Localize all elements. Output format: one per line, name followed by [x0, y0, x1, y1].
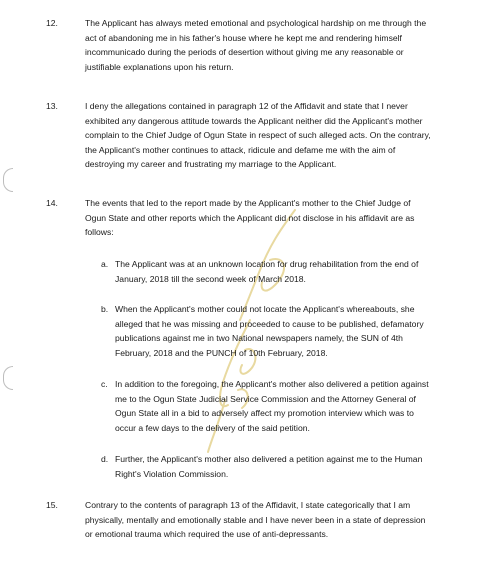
text-line: publications against me in two National newspapers namely, the SUN of 4th: [115, 333, 403, 344]
punch-hole-mark: [3, 168, 13, 192]
text-line: follows:: [85, 227, 114, 238]
subitem-text: [115, 302, 461, 360]
paragraph-text: [85, 99, 461, 172]
text-line: occur a few days to the delivery of the said petition.: [115, 422, 310, 433]
text-line: The events that led to the report made by the Applicant's mother to the Chief Judge of: [85, 198, 411, 208]
subitem-letter: a.: [101, 259, 109, 269]
text-line: act of abandoning me in his father's house where he kept me and rendering himself: [85, 32, 402, 43]
text-line: Ogun State and other reports which the Applicant did not disclose in his affidavit are as: [85, 212, 415, 223]
paragraph-number: 14.: [46, 198, 58, 208]
subitem-text: [115, 257, 461, 286]
text-line: Contrary to the contents of paragraph 13 of the Affidavit, I state categorically that I am: [85, 500, 411, 510]
paragraph-number: 12.: [46, 18, 58, 28]
text-line: me to the Ogun State Judicial Service Commission and the Attorney General of: [115, 393, 416, 404]
text-line: justifiable explanations upon his return.: [85, 61, 234, 72]
text-line: The Applicant was at an unknown location for drug rehabilitation from the end of: [115, 259, 419, 269]
text-line: February, 2018 and the PUNCH of 10th February, 2018.: [115, 347, 328, 358]
paragraph-number: 15.: [46, 500, 58, 510]
text-line: destroying my career and frustrating my marriage to the Applicant.: [85, 159, 337, 170]
subitem-text: [115, 452, 461, 481]
paragraph-number: 13.: [46, 101, 58, 111]
text-line: the Applicant's mother continues to attack, ridicule and defame me with the aim of: [85, 144, 396, 155]
paragraph-text: [85, 16, 461, 74]
punch-hole-mark: [3, 366, 13, 390]
text-line: In addition to the foregoing, the Applicant's mother also delivered a petition against: [115, 379, 429, 389]
text-line: When the Applicant's mother could not locate the Applicant's whereabouts, she: [115, 304, 415, 314]
text-line: physically, mentally and emotionally stable and I have never been in a state of depression: [85, 514, 426, 525]
text-line: exhibited any dangerous attitude towards the Applicant neither did the Applicant's mother: [85, 115, 423, 126]
text-line: The Applicant has always meted emotional and psychological hardship on me through the: [85, 18, 427, 28]
paragraph-text: [85, 498, 461, 542]
text-line: complain to the Chief Judge of Ogun State in respect of such alleged acts. On the contrary,: [85, 130, 431, 141]
paragraph-text: [85, 196, 461, 240]
subitem-letter: d.: [101, 454, 109, 464]
text-line: alleged that he was missing and proceeded to cause to be published, defamatory: [115, 318, 424, 329]
text-line: or emotional trauma which required the use of anti-depressants.: [85, 529, 329, 540]
subitem-text: [115, 377, 461, 435]
text-line: Right's Violation Commission.: [115, 468, 229, 479]
text-line: January, 2018 till the second week of March 2018.: [115, 273, 306, 284]
text-line: Further, the Applicant's mother also delivered a petition against me to the Human: [115, 454, 423, 464]
subitem-letter: b.: [101, 304, 109, 314]
text-line: Ogun State all in a bid to adversely affect my promotion interview which was to: [115, 408, 414, 419]
text-line: I deny the allegations contained in paragraph 12 of the Affidavit and state that I never: [85, 101, 408, 111]
subitem-letter: c.: [101, 379, 108, 389]
text-line: incommunicado during the periods of desertion without giving me any reasonable or: [85, 47, 404, 58]
